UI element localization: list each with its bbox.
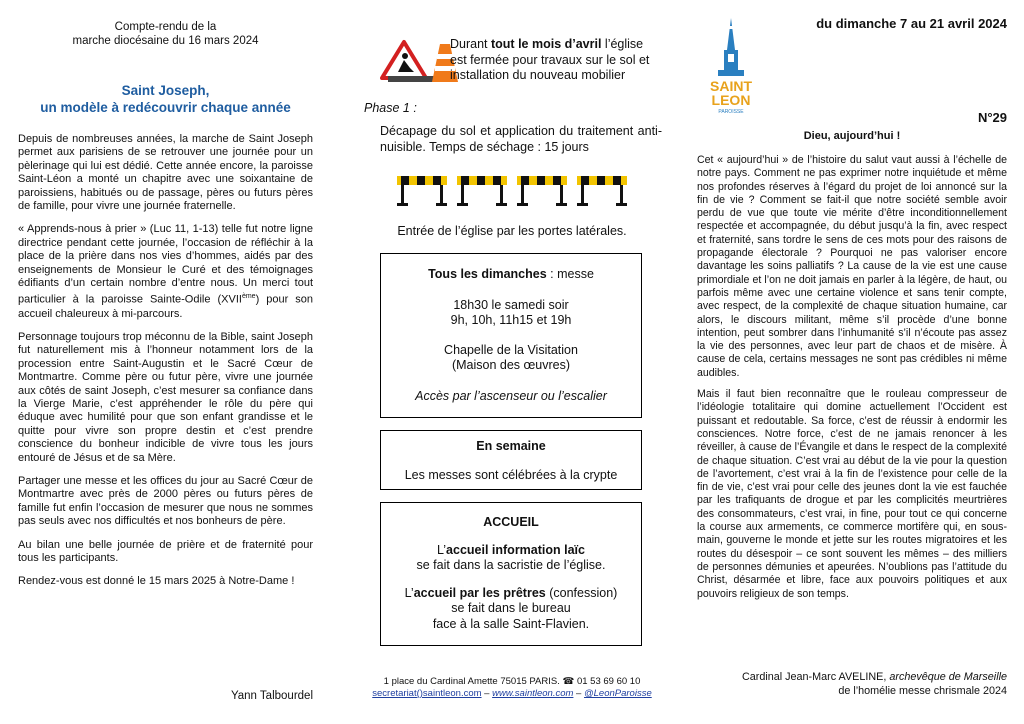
report-header xyxy=(18,20,313,48)
works-notice-bold: tout le mois d’avril xyxy=(491,37,602,51)
access-note: Accès par l’ascenseur ou l’escalier xyxy=(415,388,607,403)
weekday-mass-box xyxy=(380,430,642,490)
editorial-body xyxy=(697,154,1007,609)
paragraph: Rendez-vous est donné le 15 mars 2025 à Notre-Dame ! xyxy=(18,575,295,588)
email-link[interactable]: secretariat()saintleon.com xyxy=(372,688,482,699)
paragraph: Depuis de nombreuses années, la marche de Saint Joseph permet aux parisiens de se retrouver une journée pour un pèlerinage qui lui est dédié. Cette année encore, la paroisse Saint-Léon a monté un chapitre avec une soixantaine de paroissiens, habitués ou de passage, pères ou futurs pères de famille, pour vivre une journée fraternelle. xyxy=(18,133,313,213)
article-body xyxy=(18,133,313,599)
reception-info-place: se fait dans la sacristie de l’église. xyxy=(416,558,606,572)
editorial-title: Dieu, aujourd’hui ! xyxy=(803,130,901,142)
entrance-notice: Entrée de l’église par les portes latérales. xyxy=(397,224,627,238)
article-title-line1: Saint Joseph, xyxy=(121,83,210,98)
paragraph: Cet « aujourd’hui » de l’histoire du salut vaut aussi à l’échelle de notre pays. Comment ne pas exprimer notre inquiétude et même nos profondes réserves à l’égard du projet de loi annoncé sur la fin de vie ? Comment se fait-il que notre société semble avoir perdu de vue que toute vie mérite d’être inconditionnellement respectée et accompagnée, du début jusqu’à la fin, avec respect et fraternité, sans tordre le sens de ces mots pour des raisons de propagande électorale ? Pourquoi ne pas valoriser encore davantage les soins palliatifs ? La cause de la vie est une cause primordiale et l’on ne doit jamais en parler à la légère, de haut, ou parfois même avec une certaine violence et sans tenir compte, avec respect, de la complexité de chaque situation humaine, car alors, le discours militant, même s’il procède d’une bonne intention, peut sombrer dans l’inhumanité s’il n’écoute pas assez la vie des personnes, avec leur part de chaos et de misère. À cause de cela, certains messages ne sont pas crédibles ni même audibles. xyxy=(697,154,1007,379)
paragraph-text: « Apprends-nous à prier » (Luc 11, 1-13) telle fut notre ligne directrice pendant cette journée, l’occasion de réfléchir à la place de la prière dans nos vies d’hommes, aidés par des enseignements de Monsieur le Curé et des témoignages édifiants d’un certain nombre d’entre nous. Un merci tout particulier à la paroisse Sainte-Odile (XVII xyxy=(18,223,313,307)
reception-priests-pre: L’ xyxy=(404,585,414,600)
signature: Yann Talbourdel xyxy=(230,690,313,702)
address-line: 1 place du Cardinal Amette 75015 PARIS. ☎ 01 53 69 60 10 xyxy=(383,676,641,687)
reception-priests-bold: accueil par les prêtres xyxy=(413,585,546,600)
left-column xyxy=(18,0,313,724)
website-link[interactable]: www.saintleon.com xyxy=(492,688,574,699)
works-notice-post: l’église est fermée pour travaux sur le sol et installation du nouveau mobilier xyxy=(450,37,650,82)
chapel-name: Chapelle de la Visitation xyxy=(444,342,578,357)
report-header-line1: Compte-rendu de la xyxy=(114,21,217,33)
reception-box xyxy=(380,502,642,646)
logo-text-saint: SAINT xyxy=(710,78,752,94)
chapel-location: (Maison des œuvres) xyxy=(451,358,571,372)
phase-label: Phase 1 : xyxy=(364,101,417,115)
editorial-signature xyxy=(742,671,1007,698)
author-name: Cardinal Jean-Marc AVELINE, xyxy=(741,671,890,683)
reception-info-bold: accueil information laïc xyxy=(446,542,585,557)
reception-info xyxy=(381,543,641,559)
contact-footer xyxy=(352,676,672,700)
author-role: archevêque de Marseille xyxy=(889,671,1007,683)
separator: – xyxy=(573,688,584,699)
social-link[interactable]: @LeonParoisse xyxy=(583,688,652,699)
article-title xyxy=(18,82,313,116)
works-notice xyxy=(450,37,660,84)
box-title: ACCUEIL xyxy=(483,515,539,529)
separator: – xyxy=(481,688,493,699)
superscript: ème xyxy=(241,293,256,301)
reception-info-pre: L’ xyxy=(437,542,447,557)
signature-line2: de l’homélie messe chrismale 2024 xyxy=(838,684,1007,697)
reception-priests-post: (confession) xyxy=(545,585,618,600)
logo-text-leon: LEON xyxy=(711,92,751,108)
box-title: En semaine xyxy=(476,439,546,453)
mass-time: 18h30 le samedi soir xyxy=(453,297,569,312)
weekday-note: Les messes sont célébrées à la crypte xyxy=(404,467,618,482)
box-title-rest: : messe xyxy=(546,267,594,281)
roadworks-icon xyxy=(380,38,460,84)
phase-description: Décapage du sol et application du traitement anti-nuisible. Temps de séchage : 15 jours xyxy=(380,124,662,154)
saint-leon-logo xyxy=(705,16,757,116)
signature-line1 xyxy=(742,671,1007,685)
issue-number: N°29 xyxy=(977,110,1007,125)
works-notice-pre: Durant xyxy=(450,37,491,51)
reception-priests-place: se fait dans le bureau xyxy=(451,601,571,615)
reception-priests-place2: face à la salle Saint-Flavien. xyxy=(432,616,590,631)
paragraph: Partager une messe et les offices du jour au Sacré Cœur de Montmartre avec près de 2000 pères ou futurs pères de famille fut enfin l’occasion de mesurer que nous ne sommes pas seuls avec nos difficultés et nos bonheurs de père. xyxy=(18,475,313,528)
bulletin-dates: du dimanche 7 au 21 avril 2024 xyxy=(816,16,1007,31)
links-line xyxy=(352,688,672,700)
paragraph: Personnage toujours trop méconnu de la Bible, saint Joseph fut naturellement mis à l’honneur notamment lors de la procession entre Saint-Augustin et le Sacré Cœur de Montmartre. Comme père ou futur père, vivre une journée aux côtés de saint Joseph, c’est mesurer sa confiance dans la Vierge Marie, c’est appréhender le rôle du père qui éduque avec humilité pour que son enfant grandisse et le quitte pour vivre son propre destin et c’est prendre conscience du bonheur indicible de vivre tous les jours entouré de Jésus et de sa Mère. xyxy=(18,330,313,464)
barrier-icons xyxy=(397,172,627,208)
middle-column xyxy=(352,0,662,724)
article-title-line2: un modèle à redécouvrir chaque année xyxy=(40,100,291,115)
mass-time: 9h, 10h, 11h15 et 19h xyxy=(450,313,572,327)
logo-subtext: PAROISSE xyxy=(718,109,744,115)
right-column xyxy=(697,0,1007,724)
paragraph: Mais il faut bien reconnaître que le rouleau compresseur de l’idéologie totalitaire qui domine actuellement l’Occident est puissant et redoutable. Sa force, c’est de réussir à endormir les consciences. Notre force, c’est de ne jamais renoncer à les réveiller, à cause de l’Évangile et dans le respect de la complexité de chaque situation. C’est vrai au début de la vie pour la question de l’avortement, c’est vrai à la fin de l’existence pour celle de la fin de vie, c’est vrai pour celle des jeunes dont la vie est fauchée par les trafiquants de drogue et par les complicités meurtrières des consommateurs, c’est vrai, in fine, pour tout ce qui concerne la course aux armements, ce commerce mortifère qui, en sous-main, gouverne le monde et jette sur les routes migratoires et les routes du désespoir – ce sont souvent les mêmes – des milliers de personnes démunies et apeurées. N’oublions pas l’attitude du Christ, désarmée et libre, face aux pouvoirs politiques et aux pouvoirs religieux de son temps. xyxy=(697,388,1007,600)
sunday-mass-box xyxy=(380,253,642,418)
paragraph xyxy=(18,223,313,321)
reception-priests xyxy=(381,586,641,602)
box-title-bold: Tous les dimanches xyxy=(428,267,547,281)
paragraph-text: ) pour son accueil chaleureux à mi-parcours. xyxy=(18,294,313,320)
paragraph: Au bilan une belle journée de prière et de fraternité pour tous les participants. xyxy=(18,538,313,565)
box-title xyxy=(381,267,641,283)
report-header-line2: marche diocésaine du 16 mars 2024 xyxy=(72,35,259,47)
